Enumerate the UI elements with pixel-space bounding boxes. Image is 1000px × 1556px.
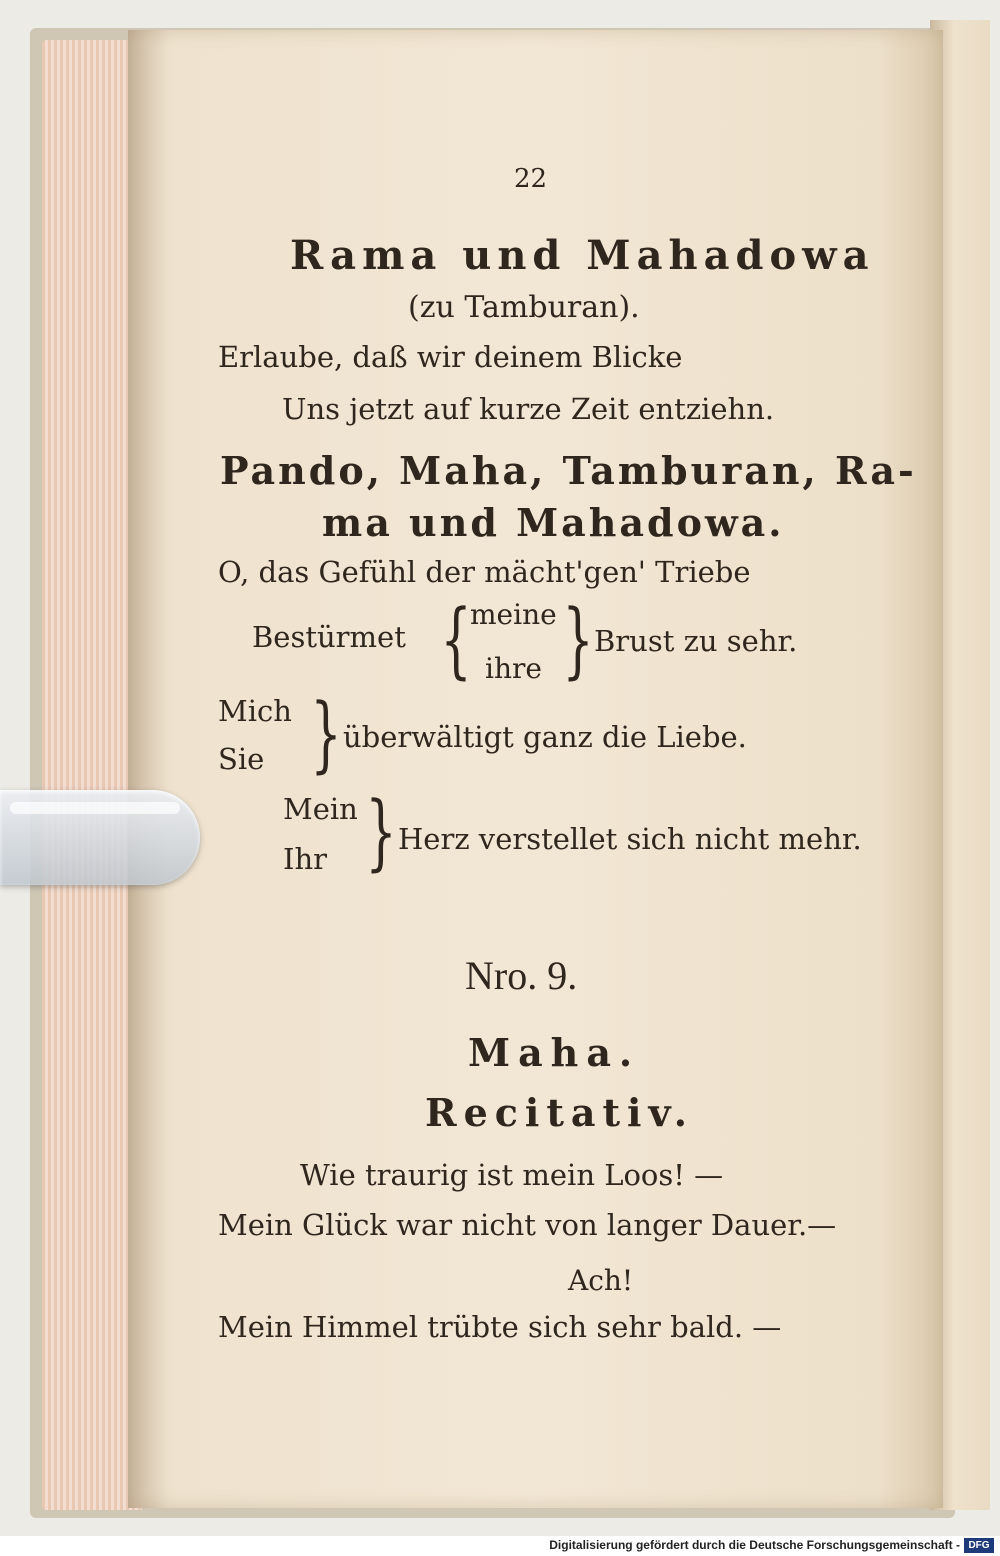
verse-line: Mein Glück war nicht von langer Dauer.— [218, 1208, 837, 1242]
number-heading: Nro. 9. [465, 953, 578, 998]
right-brace: } [562, 593, 594, 688]
heading-pando-continued: ma und Mahadowa. [322, 500, 785, 545]
variant-ihr: Ihr [283, 842, 327, 876]
verse-line: O, das Gefühl der mächt'gen' Triebe [218, 555, 751, 589]
variant-sie: Sie [218, 742, 265, 776]
variant-mich: Mich [218, 694, 292, 728]
verse-herz: Herz verstellet sich nicht mehr. [398, 822, 862, 856]
spine-shadow [128, 30, 168, 1508]
stage-direction: (zu Tamburan). [408, 290, 640, 325]
character-heading: Maha. [468, 1030, 641, 1075]
page-edges [42, 40, 142, 1510]
verse-brust: Brust zu sehr. [594, 624, 798, 658]
verse-line: Wie traurig ist mein Loos! — [300, 1158, 724, 1192]
heading-pando: Pando, Maha, Tamburan, Ra- [220, 448, 917, 493]
variant-meine: meine [470, 598, 557, 631]
verse-line: Uns jetzt auf kurze Zeit entziehn. [282, 392, 775, 426]
heading-rama-mahadowa: Rama und Mahadowa [290, 232, 875, 279]
recitativ-heading: Recitativ. [425, 1090, 694, 1135]
right-brace: } [365, 785, 397, 880]
verse-line: Erlaube, daß wir deinem Blicke [218, 340, 683, 374]
holder-highlight [10, 802, 180, 814]
right-brace: } [310, 687, 342, 782]
verse-line: Mein Himmel trübte sich sehr bald. — [218, 1310, 782, 1344]
variant-mein: Mein [283, 792, 358, 826]
left-brace: { [440, 593, 472, 688]
page-number: 22 [514, 164, 548, 194]
verse-ueberwaeltigt: überwältigt ganz die Liebe. [343, 720, 747, 754]
digitization-credit: Digitalisierung gefördert durch die Deutsche Forschungsgemeinschaft - [549, 1538, 960, 1552]
verse-ach: Ach! [568, 1264, 634, 1297]
dfg-logo: DFG [964, 1538, 994, 1553]
verse-bestuermet: Bestürmet [252, 620, 406, 654]
variant-ihre: ihre [485, 652, 542, 685]
